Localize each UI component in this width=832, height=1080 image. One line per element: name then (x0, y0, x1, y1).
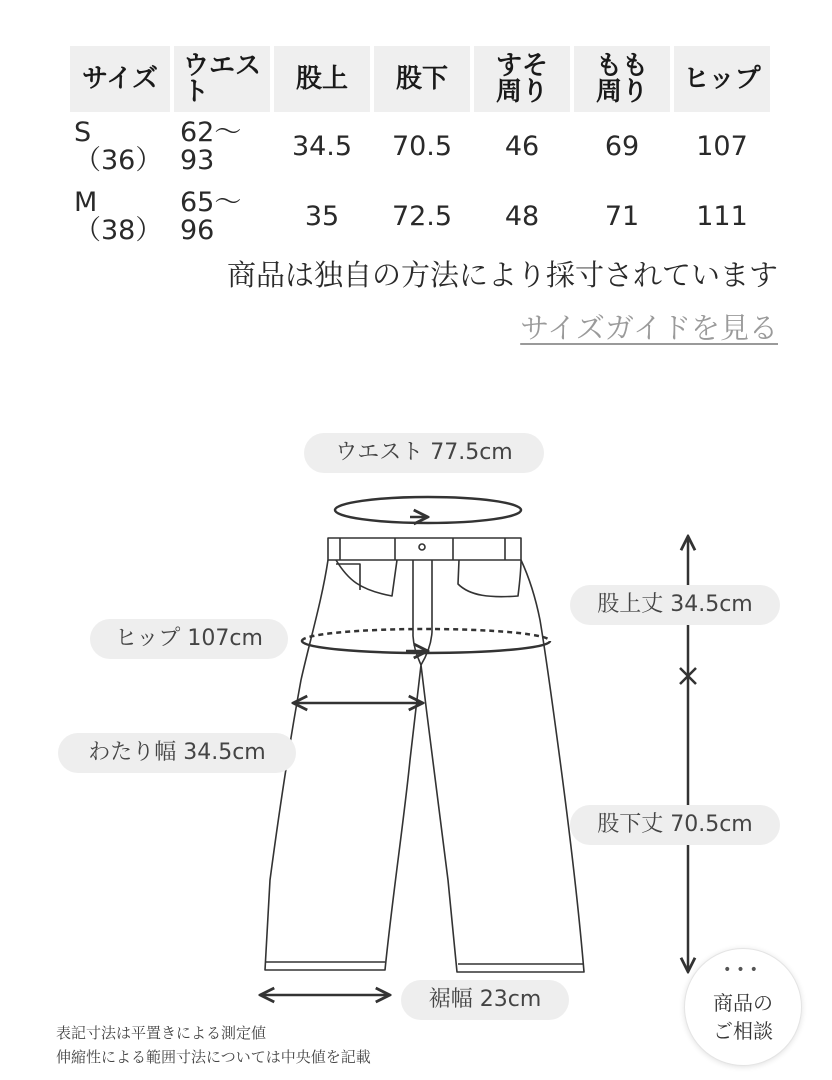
label-inseam: 股下丈 70.5cm (570, 805, 780, 845)
size-cell: M （38） (74, 187, 163, 246)
hip-ellipse-back (302, 629, 550, 641)
hem-cell: 46 (504, 131, 540, 162)
header-rise: 股上 (274, 46, 370, 112)
label-hem: 裾幅 23cm (401, 980, 569, 1020)
header-thigh: もも 周り (574, 46, 670, 112)
size-guide-link[interactable]: サイズガイドを見る (520, 311, 778, 345)
label-rise: 股上丈 34.5cm (570, 585, 780, 625)
consult-button[interactable] (684, 948, 802, 1066)
consult-label: 商品の ご相談 (713, 991, 773, 1043)
more-dots-icon: ••• (723, 962, 763, 978)
waist-measure-ellipse (335, 497, 521, 523)
pants-outline (265, 538, 584, 972)
measurement-note: 商品は独自の方法により採寸されています (226, 258, 778, 292)
header-size: サイズ (70, 46, 170, 112)
size-cell: S （36） (74, 117, 163, 176)
footnote-1: 表記寸法は平置きによる測定値 (56, 1024, 267, 1042)
thigh-cell: 69 (604, 131, 640, 162)
header-hip: ヒップ (674, 46, 770, 112)
rise-cell: 35 (304, 201, 340, 232)
waist-cell: 62〜 93 (180, 117, 242, 176)
header-waist: ウエス ト (174, 46, 270, 112)
hip-cell: 111 (696, 201, 748, 232)
rise-cell: 34.5 (291, 131, 353, 162)
label-hip: ヒップ 107cm (90, 619, 288, 659)
inseam-cell: 72.5 (391, 201, 453, 232)
thigh-cell: 71 (604, 201, 640, 232)
waist-cell: 65〜 96 (180, 187, 242, 246)
hip-cell: 107 (696, 131, 748, 162)
footnote-2: 伸縮性による範囲寸法については中央値を記載 (56, 1048, 371, 1066)
header-inseam: 股下 (374, 46, 470, 112)
header-hem: すそ 周り (474, 46, 570, 112)
hem-cell: 48 (504, 201, 540, 232)
label-waist: ウエスト 77.5cm (304, 433, 544, 473)
label-thigh: わたり幅 34.5cm (58, 733, 296, 773)
inseam-cell: 70.5 (391, 131, 453, 162)
